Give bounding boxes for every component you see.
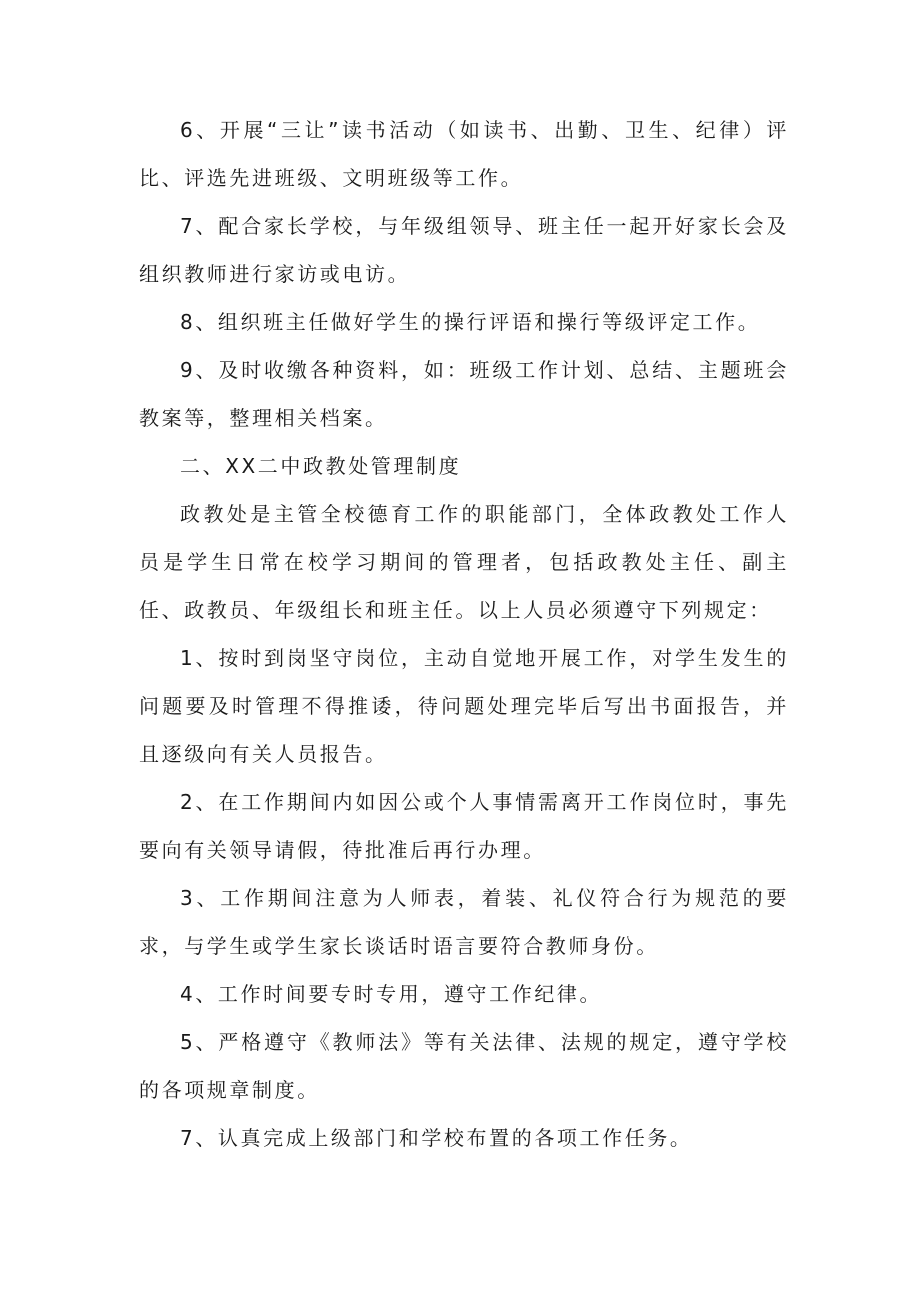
document-body bbox=[139, 106, 789, 1162]
intro-paragraph: 政教处是主管全校德育工作的职能部门，全体政教处工作人员是学生日常在校学习期间的管理者，包括政教处主任、副主任、政教员、年级组长和班主任。以上人员必须遵守下列规定： bbox=[139, 502, 789, 622]
rule-item-1: 1、按时到岗坚守岗位，主动自觉地开展工作，对学生发生的问题要及时管理不得推诿，待问题处理完毕后写出书面报告，并且逐级向有关人员报告。 bbox=[139, 646, 789, 766]
section-heading: 二、XX二中政教处管理制度 bbox=[180, 454, 462, 478]
paragraph-item-7: 7、配合家长学校，与年级组领导、班主任一起开好家长会及组织教师进行家访或电访。 bbox=[139, 214, 789, 286]
rule-item-3: 3、工作期间注意为人师表，着装、礼仪符合行为规范的要求，与学生或学生家长谈话时语言要符合教师身份。 bbox=[139, 886, 789, 958]
rule-item-4: 4、工作时间要专时专用，遵守工作纪律。 bbox=[180, 982, 603, 1006]
rule-item-7: 7、认真完成上级部门和学校布置的各项工作任务。 bbox=[180, 1126, 693, 1150]
paragraph-item-9: 9、及时收缴各种资料，如：班级工作计划、总结、主题班会教案等，整理相关档案。 bbox=[139, 358, 789, 430]
paragraph-item-8: 8、组织班主任做好学生的操行评语和操行等级评定工作。 bbox=[180, 310, 761, 334]
rule-item-2: 2、在工作期间内如因公或个人事情需离开工作岗位时，事先要向有关领导请假，待批准后再行办理。 bbox=[139, 790, 789, 862]
paragraph-item-6: 6、开展“三让”读书活动（如读书、出勤、卫生、纪律）评比、评选先进班级、文明班级等工作。 bbox=[139, 118, 789, 190]
rule-item-5: 5、严格遵守《教师法》等有关法律、法规的规定，遵守学校的各项规章制度。 bbox=[139, 1030, 789, 1102]
